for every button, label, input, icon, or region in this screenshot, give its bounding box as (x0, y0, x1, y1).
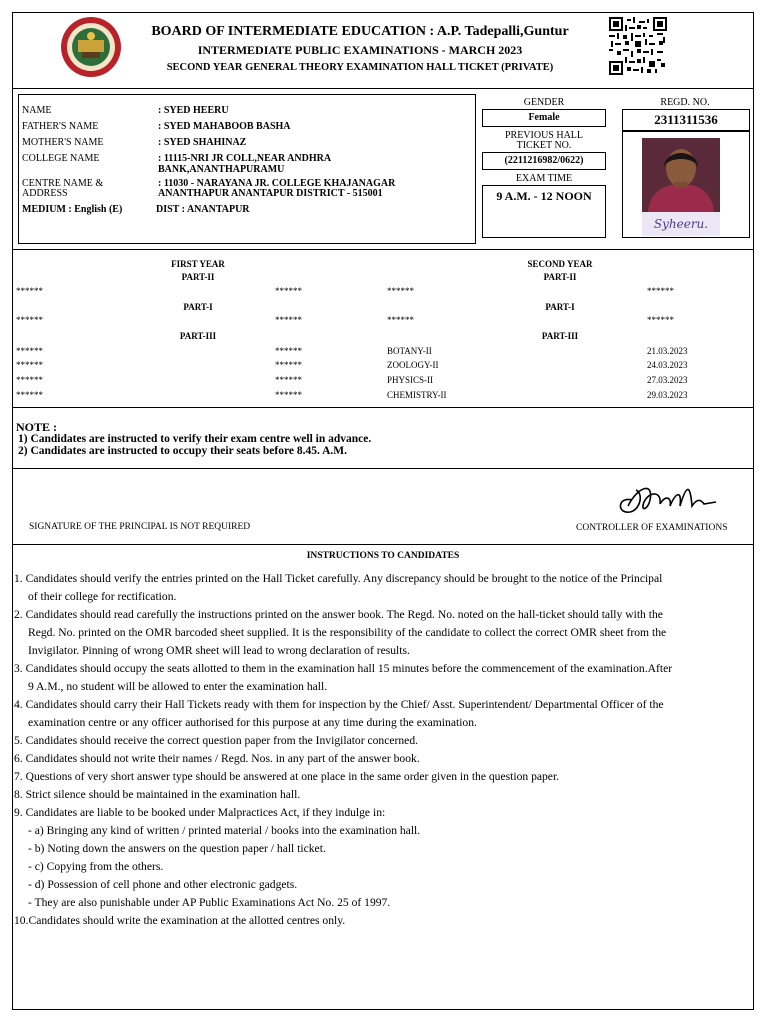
previous-ticket-value: (2211216982/0622) (482, 152, 606, 170)
table-cell: ****** (275, 315, 302, 325)
exam-date: 29.03.2023 (647, 390, 688, 400)
table-row (0, 346, 768, 358)
instruction-item: of their college for rectification. (28, 590, 177, 603)
first-year-part1-heading: PART-I (183, 302, 213, 312)
first-year-heading: FIRST YEAR (171, 259, 225, 269)
instruction-subitem: - They are also punishable under AP Public Examinations Act No. 25 of 1997. (28, 896, 391, 909)
instructions-title: INSTRUCTIONS TO CANDIDATES (306, 551, 460, 561)
candidate-signature: Syheeru. (642, 212, 720, 236)
second-year-heading: SECOND YEAR (527, 259, 593, 269)
second-year-part3-heading: PART-III (541, 331, 579, 341)
table-cell: ****** (275, 286, 302, 296)
centre-label-line1: CENTRE NAME & (22, 178, 104, 189)
table-cell: ****** (387, 315, 414, 325)
college-name-line1: : 11115-NRI JR COLL,NEAR ANDHRA (158, 153, 332, 164)
gender-value: Female (482, 109, 606, 127)
gender-label: GENDER (523, 97, 565, 108)
instruction-item: examination centre or any officer authorised for this purpose at any time during the examination. (28, 716, 477, 729)
medium-value: MEDIUM : English (E) (22, 204, 123, 215)
table-cell: ****** (647, 286, 674, 296)
table-row (0, 360, 768, 372)
instruction-subitem: - d) Possession of cell phone and other electronic gadgets. (28, 878, 298, 891)
table-cell: ****** (275, 346, 302, 356)
note-line-1: 1) Candidates are instructed to verify their exam centre well in advance. (18, 433, 372, 445)
instruction-item: 8. Strict silence should be maintained in the examination hall. (14, 788, 301, 801)
instruction-item: 7. Questions of very short answer type should be answered at one place in the same order given in the question paper. (14, 770, 560, 783)
college-name-label: COLLEGE NAME (22, 153, 100, 164)
table-cell: ****** (275, 360, 302, 370)
instruction-item: 4. Candidates should carry their Hall Tickets ready with them for inspection by the Chief/ Asst. Superintendent/ Departmental Officer of the (14, 698, 664, 711)
table-cell: ****** (16, 346, 43, 356)
ticket-title: SECOND YEAR GENERAL THEORY EXAMINATION HALL TICKET (PRIVATE) (166, 62, 554, 73)
table-cell: ****** (16, 286, 43, 296)
exam-title: INTERMEDIATE PUBLIC EXAMINATIONS - MARCH 2023 (197, 43, 523, 57)
district-value: DIST : ANANTAPUR (156, 204, 250, 215)
table-cell: ****** (275, 390, 302, 400)
instruction-item: Regd. No. printed on the OMR barcoded sheet supplied. It is the responsibility of the candidate to collect the correct OMR sheet from the (28, 626, 667, 639)
previous-ticket-label-2: TICKET NO. (516, 140, 572, 151)
controller-signature (610, 476, 720, 518)
instruction-subitem: - b) Noting down the answers on the question paper / hall ticket. (28, 842, 326, 855)
exam-date: 27.03.2023 (647, 375, 688, 385)
centre-line2: ANANTHAPUR ANANTAPUR DISTRICT - 515001 (158, 188, 383, 199)
table-row (0, 390, 768, 402)
exam-date: 21.03.2023 (647, 346, 688, 356)
subject-name: BOTANY-II (387, 346, 432, 356)
table-cell: ****** (16, 315, 43, 325)
instruction-subitem: - c) Copying from the others. (28, 860, 164, 873)
second-year-part1-heading: PART-I (545, 302, 575, 312)
note-line-2: 2) Candidates are instructed to occupy their seats before 8.45. A.M. (18, 445, 347, 457)
instructions-list (14, 570, 749, 930)
mother-name-label: MOTHER'S NAME (22, 137, 104, 148)
instruction-item: 2. Candidates should read carefully the instructions printed on the answer book. The Regd. No. noted on the hall-ticket should tally with the (14, 608, 663, 621)
qr-code (609, 17, 667, 75)
previous-ticket-label-1: PREVIOUS HALL (504, 130, 584, 141)
table-cell: ****** (647, 315, 674, 325)
regd-no-label: REGD. NO. (660, 97, 710, 108)
centre-label-line2: ADDRESS (22, 188, 68, 199)
candidate-photo (642, 138, 720, 212)
exam-time-label: EXAM TIME (515, 173, 573, 184)
mother-name-value: : SYED SHAHINAZ (158, 137, 247, 148)
header-divider (12, 88, 754, 89)
exam-time-value: 9 A.M. - 12 NOON (482, 185, 606, 238)
instruction-item: 9 A.M., no student will be allowed to enter the examination hall. (28, 680, 328, 693)
instruction-item: 1. Candidates should verify the entries printed on the Hall Ticket carefully. Any discrepancy should be brought to the notice of the Principal (14, 572, 663, 585)
father-name-value: : SYED MAHABOOB BASHA (158, 121, 291, 132)
first-year-part2-heading: PART-II (181, 272, 215, 282)
signature-divider (12, 544, 754, 545)
table-divider (12, 407, 754, 408)
instruction-item: 6. Candidates should not write their names / Regd. Nos. in any part of the answer book. (14, 752, 420, 765)
instruction-item: 9. Candidates are liable to be booked under Malpractices Act, if they indulge in: (14, 806, 386, 819)
instruction-item: Invigilator. Pinning of wrong OMR sheet will lead to wrong declaration of results. (28, 644, 410, 657)
table-cell: ****** (387, 286, 414, 296)
instruction-item: 5. Candidates should receive the correct question paper from the Invigilator concerned. (14, 734, 419, 747)
exam-date: 24.03.2023 (647, 360, 688, 370)
centre-line1: : 11030 - NARAYANA JR. COLLEGE KHAJANAGAR (158, 178, 396, 189)
note-title: NOTE : (16, 420, 58, 434)
table-row (0, 375, 768, 387)
table-cell: ****** (275, 375, 302, 385)
table-cell: ****** (16, 390, 43, 400)
instruction-item: 3. Candidates should occupy the seats allotted to them in the examination hall 15 minutes before the commencement of the examination.After (14, 662, 673, 675)
instruction-item: 10.Candidates should write the examination at the allotted centres only. (14, 914, 346, 927)
first-year-part3-heading: PART-III (179, 331, 217, 341)
name-label: NAME (22, 105, 52, 116)
subject-name: CHEMISTRY-II (387, 390, 447, 400)
principal-signature-note: SIGNATURE OF THE PRINCIPAL IS NOT REQUIRED (29, 522, 251, 532)
subject-name: ZOOLOGY-II (387, 360, 439, 370)
table-cell: ****** (16, 360, 43, 370)
board-logo (60, 16, 122, 78)
table-cell: ****** (16, 375, 43, 385)
instruction-subitem: - a) Bringing any kind of written / printed material / books into the examination hall. (28, 824, 421, 837)
board-title: BOARD OF INTERMEDIATE EDUCATION : A.P. Tadepalli,Guntur (151, 24, 569, 39)
father-name-label: FATHER'S NAME (22, 121, 99, 132)
college-name-line2: BANK,ANANTHAPURAMU (158, 164, 285, 175)
second-year-part2-heading: PART-II (543, 272, 577, 282)
regd-no-value: 2311311536 (622, 109, 750, 131)
name-value: : SYED HEERU (158, 105, 229, 116)
subject-name: PHYSICS-II (387, 375, 434, 385)
controller-label: CONTROLLER OF EXAMINATIONS (576, 523, 728, 533)
note-divider (12, 468, 754, 469)
details-divider (12, 249, 754, 250)
